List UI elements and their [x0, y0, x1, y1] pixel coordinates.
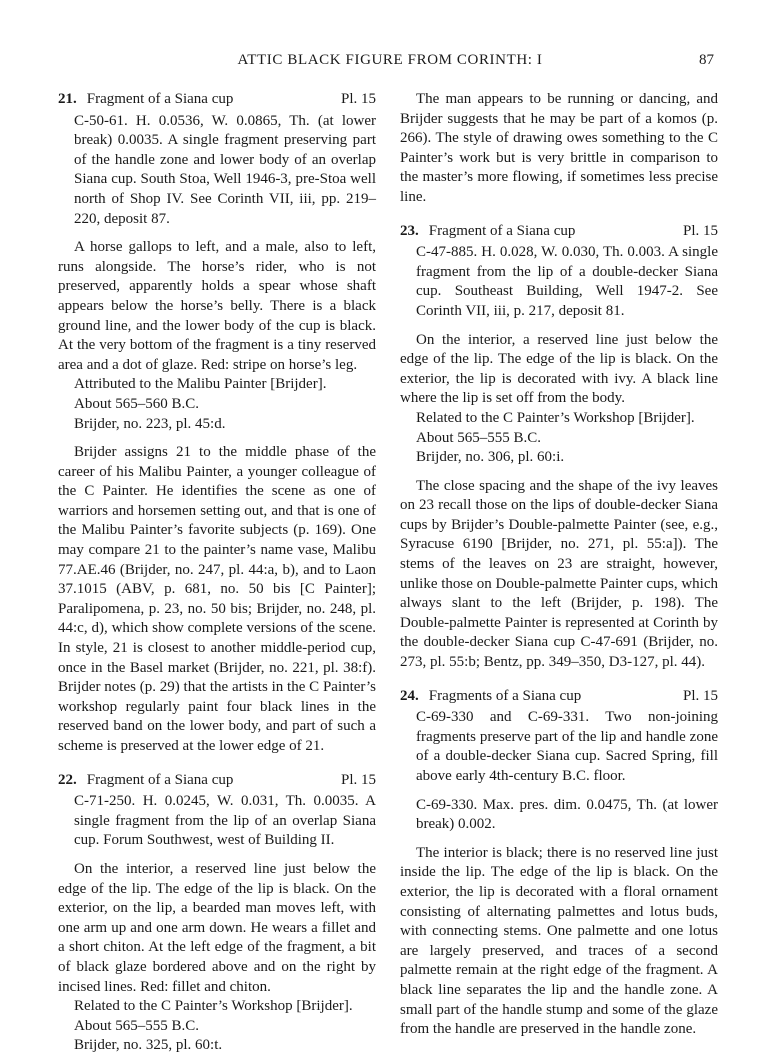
left-column	[58, 90, 376, 1056]
entry-21-discussion: Brijder assigns 21 to the middle phase of the career of his Malibu Painter, a younger colleague of the C Painter. He identifies the scene as one of warriors and horsemen setting out, and that is one of the Malibu Painter’s favorite subjects (p. 169). One may compare 21 to the painter’s name vase, Malibu 77.AE.46 (Brijder, no. 247, pl. 44:a, b), and to Laon 37.1015 (ABV, p. 681, no. 50 bis [C Painter]; Paralipomena, p. 23, no. 50 bis; Brijder, no. 248, pl. 44:c, d), which show complete versions of the scene. In style, 21 is closest to another middle-period cup, once in the Basel market (Brijder, no. 221, pl. 38:f). Brijder notes (p. 29) that the artists in the C Painter’s workshop regularly paint four black lines in the reserved band on the lower body, and part of such a scheme is preserved at the lower edge of 21.	[58, 444, 376, 754]
page-number: 87	[699, 52, 714, 68]
entry-23-date: About 565–555 B.C.	[416, 429, 542, 446]
entry-21-number: 21.	[58, 91, 77, 107]
entry-23-discussion: The close spacing and the shape of the ivy leaves on 23 recall those on the lips of double-decker Siana cups by Brijder’s Double-palmette Painter (see, e.g., Syracuse 6190 [Brijder, no. 271, pl. 55:a]). The stems of the leaves on 23 are straight, however, unlike those on Double-palmette Painter cups, which always slant to the left (Brijder, p. 198). The Double-palmette Painter is represented at Corinth by the double-decker Siana cup C-47-691 (Brijder, no. 273, pl. 55:b; Bentz, pp. 349–350, D3-127, pl. 44).	[400, 477, 718, 671]
entry-22-continuation: The man appears to be running or dancing, and Brijder suggests that he may be part of a komos (p. 266). The style of drawing owes something to the C Painter’s work but is very brittle in comparison to the master’s more flowing, if sometimes less precise line.	[400, 91, 718, 205]
entry-24-description: The interior is black; there is no reserved line just inside the lip. The edge of the lip is black. On the exterior, the lip is decorated with a floral ornament consisting of alternating palmettes and lotus buds, with connecting stems. One palmette and one lotus are largely preserved, and traces of a second palmette remain at the right edge of the fragment. A black line separates the lip and the handle zone. A small part of the handle stump and some of the glaze from the handle are preserved in the handle zone.	[400, 844, 718, 1038]
running-header	[0, 50, 780, 72]
entry-22-description: On the interior, a reserved line just below the edge of the lip. The edge of the lip is black. On the exterior, on the lip, a bearded man moves left, with one arm up and one arm down. He wears a fillet and a short chiton. At the left edge of the fragment, a bit of black glaze bordered above and on the right by incised lines. Red: fillet and chiton.	[58, 860, 376, 995]
entry-22-heading	[58, 771, 376, 791]
entry-22-date: About 565–555 B.C.	[74, 1017, 200, 1034]
entry-24-number: 24.	[400, 687, 419, 704]
entry-21-title: Fragment of a Siana cup	[86, 91, 234, 107]
entry-21-attribution: Attributed to the Malibu Painter [Brijder].	[74, 376, 327, 393]
entry-22-plate: Pl. 15	[340, 771, 376, 788]
entry-21-plate: Pl. 15	[340, 91, 376, 107]
entry-22-attribution: Related to the C Painter’s Workshop [Brijder].	[74, 998, 353, 1015]
entry-21-date: About 565–560 B.C.	[74, 395, 200, 412]
entry-22-reference: Brijder, no. 325, pl. 60:t.	[74, 1037, 223, 1054]
entry-24-plate: Pl. 15	[682, 687, 718, 704]
entry-21-catalog: C-50-61. H. 0.0536, W. 0.0865, Th. (at lower break) 0.0035. A single fragment preserving part of the handle zone and lower body of an overlap Siana cup. South Stoa, Well 1946-3, pre-Stoa well north of Shop IV. See Corinth VII, iii, pp. 219–220, deposit 87.	[74, 112, 376, 227]
entry-24-dimensions: C-69-330. Max. pres. dim. 0.0475, Th. (at lower break) 0.002.	[416, 796, 718, 833]
entry-22-number: 22.	[58, 771, 77, 788]
entry-21-description: A horse gallops to left, and a male, also to left, runs alongside. The horse’s rider, who is not preserved, apparently holds a spear whose shaft appears below the horse’s belly. There is a black ground line, and the lower body of the cup is black. At the very bottom of the fragment is a tiny reserved area and a dot of glaze. Red: stripe on horse’s leg.	[58, 239, 376, 373]
entry-23-heading	[400, 222, 718, 242]
entry-22-title: Fragment of a Siana cup	[86, 771, 234, 788]
entry-23-attribution: Related to the C Painter’s Workshop [Brijder].	[416, 409, 695, 426]
entry-23-title: Fragment of a Siana cup	[428, 222, 576, 239]
entry-22-catalog: C-71-250. H. 0.0245, W. 0.031, Th. 0.0035. A single fragment from the lip of an overlap Siana cup. Forum Southwest, west of Building II.	[74, 793, 376, 849]
entry-24-title: Fragments of a Siana cup	[428, 687, 582, 704]
right-column	[400, 90, 718, 1040]
entry-24-heading	[400, 687, 718, 707]
entry-23-number: 23.	[400, 222, 419, 239]
entry-23-reference: Brijder, no. 306, pl. 60:i.	[416, 449, 565, 466]
entry-21-heading	[58, 90, 376, 110]
running-title: ATTIC BLACK FIGURE FROM CORINTH: I	[237, 52, 543, 68]
entry-21-reference: Brijder, no. 223, pl. 45:d.	[74, 415, 226, 432]
entry-23-plate: Pl. 15	[682, 222, 718, 239]
entry-24-catalog: C-69-330 and C-69-331. Two non-joining fragments preserve part of the lip and handle zone of a double-decker Siana cup. Sacred Spring, fill above early 4th-century B.C. floor.	[416, 709, 718, 784]
entry-23-description: On the interior, a reserved line just below the edge of the lip. The edge of the lip is black. On the exterior, the lip is decorated with ivy. A black line where the lip is set off from the body.	[400, 331, 718, 407]
entry-23-catalog: C-47-885. H. 0.028, W. 0.030, Th. 0.003. A single fragment from the lip of a double-decker Siana cup. Southeast Building, Well 1947-2. See Corinth VII, iii, p. 217, deposit 81.	[416, 244, 718, 319]
